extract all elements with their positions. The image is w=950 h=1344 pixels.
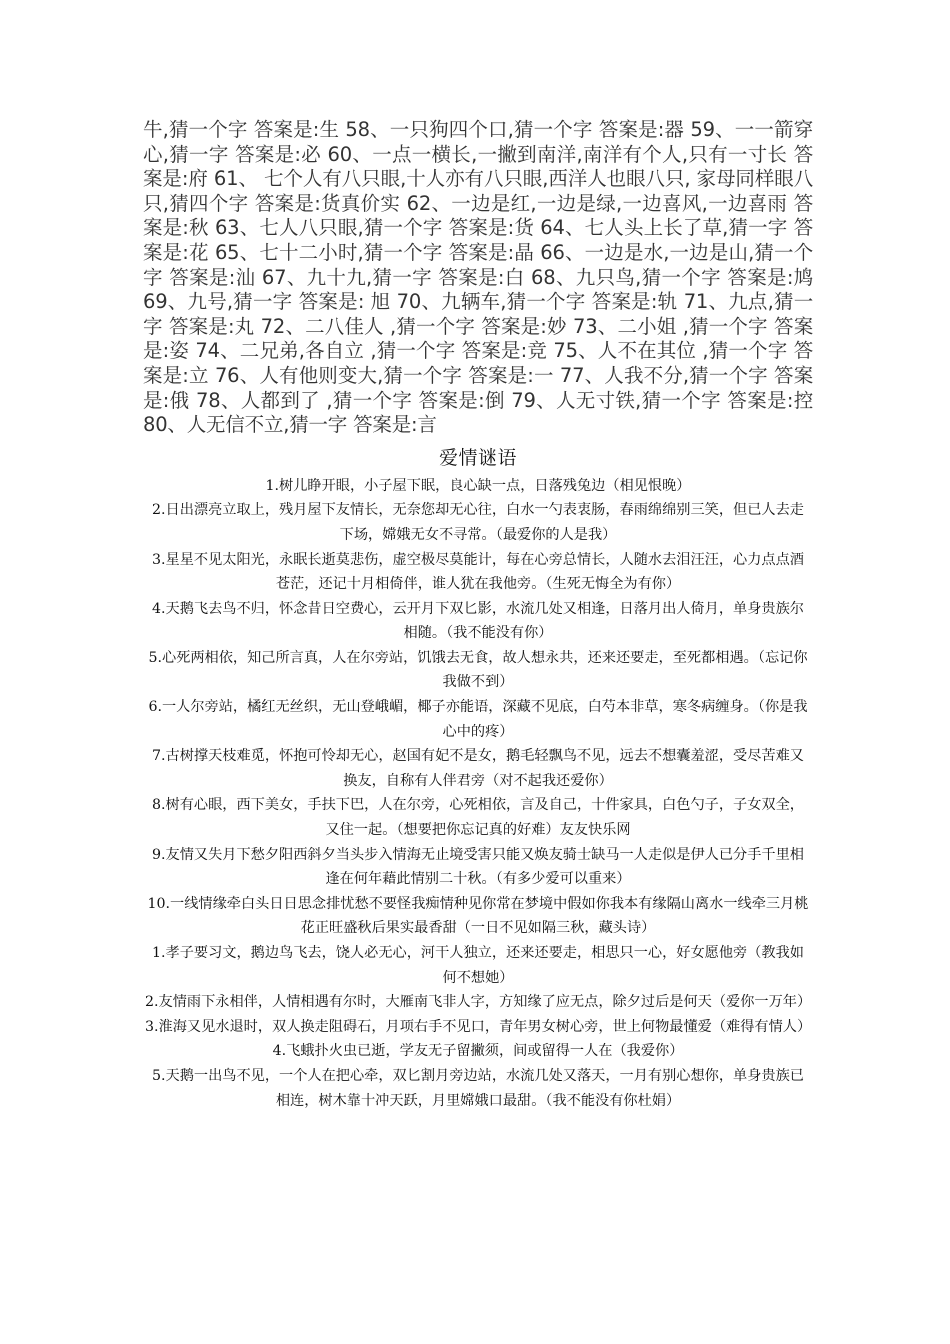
- poem-item: 4.天鹅飞去鸟不归，怀念昔日空费心，云开月下双匕影，水流几处又相逢，日落月出人倚月，单身贵族尔相随。（我不能没有你）: [152, 600, 804, 642]
- poem-item: 1.孝子要习文，鹅边鸟飞去，饶人必无心，河干人独立，还来还要走，相思只一心，好女愿他旁（教我如何不想她）: [152, 945, 804, 986]
- poem-item: 9.友情又失月下愁夕阳西斜夕当头步入情海无止境受害只能又焕友骑士缺马一人走似是伊人已分手千里相逢在何年藉此情别二十秋。（有多少爱可以重来）: [152, 846, 804, 888]
- document-page: [143, 118, 813, 1113]
- poem-item: 10.一线情缘牵白头日日思念排忧愁不要怪我痴情种见你常在梦境中假如你我本有缘隔山离水一线牵三月桃花正旺盛秋后果实最香甜（一日不见如隔三秋，藏头诗）: [147, 895, 809, 937]
- poem-item: 3.淮海又见水退时，双人换走阻碍石，月项右手不见口，青年男女树心旁，世上何物最懂爱（难得有情人）: [145, 1018, 812, 1035]
- poem-item: 1.树儿睁开眼，小子屋下眠，良心缺一点，日落残兔边（相见恨晚）: [265, 477, 691, 494]
- poem-item: 5.天鹅一出鸟不见，一个人在把心牵，双匕割月旁边站，水流几处又落天，一月有别心想你，单身贵族已相连，树木靠十冲天跃，月里嫦娥口最甜。（我不能没有你杜娟）: [152, 1067, 804, 1109]
- poem-item: 8.树有心眼，西下美女，手扶下巴，人在尔旁，心死相依，言及自己，十件家具，白色勺子，子女双全，又住一起。（想要把你忘记真的好难）友友快乐网: [152, 797, 804, 839]
- section-title: 爱情谜语: [438, 446, 517, 469]
- poem-item: 2.日出漂亮立取上，残月屋下友情长，无奈您却无心往，白水一勺表衷肠，春雨绵绵别三笑，但已人去走下场，嫦娥无女不寻常。（最爱你的人是我）: [152, 502, 804, 543]
- poem-item: 4.飞蛾扑火虫已逝，学友无子留撇须，间或留得一人在（我爱你）: [272, 1043, 684, 1060]
- poem-item: 7.古树撑天枝难觅，怀抱可怜却无心，赵国有妃不是女，鹅毛轻飘鸟不见，远去不想囊羞涩，受尽苦难又换友，自称有人伴君旁（对不起我还爱你）: [152, 748, 804, 789]
- poem-item: 2.友情雨下永相伴，人情相遇有尔时，大雁南飞非人字，方知缘了应无点，除夕过后是何天（爱你一万年）: [145, 994, 812, 1011]
- poem-list: [143, 474, 813, 1113]
- riddles-paragraph: 牛,猜一个字 答案是:生 58、一只狗四个口,猜一个字 答案是:器 59、一一箭穿心,猜一字 答案是:必 60、一点一横长,一撇到南洋,南洋有个人,只有一寸长 答案是:府 61、 七个人有八只眼,十人亦有八只眼,西洋人也眼八只, 家母同样眼八只,猜四个字 答案是:货真价实 62、一边是红,一边是绿,一边喜风,一边喜雨 答案是:秋 63、七人八只眼,猜一个字 答案是:货 64、七人头上长了草,猜一字 答案是:花 65、七十二小时,猜一个字 答案是:晶 66、一边是水,一边是山,猜一个字 答案是:汕 67、九十九,猜一字 答案是:白 68、九只鸟,猜一个字 答案是:鸠 69、九号,猜一字 答案是: 旭 70、九辆车,猜一个字 答案是:轨 71、九点,猜一字 答案是:丸 72、二八佳人 ,猜一个字 答案是:妙 73、二小姐 ,猜一个字 答案是:姿 74、二兄弟,各自立 ,猜一个字 答案是:竞 75、人不在其位 ,猜一个字 答案是:立 76、人有他则变大,猜一个字 答案是:一 77、人我不分,猜一个字 答案是:俄 78、人都到了 ,猜一个字 答案是:倒 79、人无寸铁,猜一个字 答案是:控 80、人无信不立,猜一字 答案是:言: [143, 118, 813, 437]
- poem-item: 6.一人尔旁站，橘红无丝织，无山登峨嵋，椰子亦能语，深藏不见底，白芍本非草，寒冬病缠身。（你是我心中的疼）: [148, 699, 808, 740]
- poem-item: 5.心死两相依，知己所言真，人在尔旁站，饥饿去无食，故人想永共，还来还要走，至死都相遇。（忘记你我做不到）: [148, 649, 808, 691]
- poem-item: 3.星星不见太阳光，永眠长逝莫悲伤，虚空极尽莫能计，每在心旁总情长，人随水去泪汪汪，心力点点酒苍茫，还记十月相倚伴，谁人犹在我他旁。（生死无悔全为有你）: [152, 551, 804, 593]
